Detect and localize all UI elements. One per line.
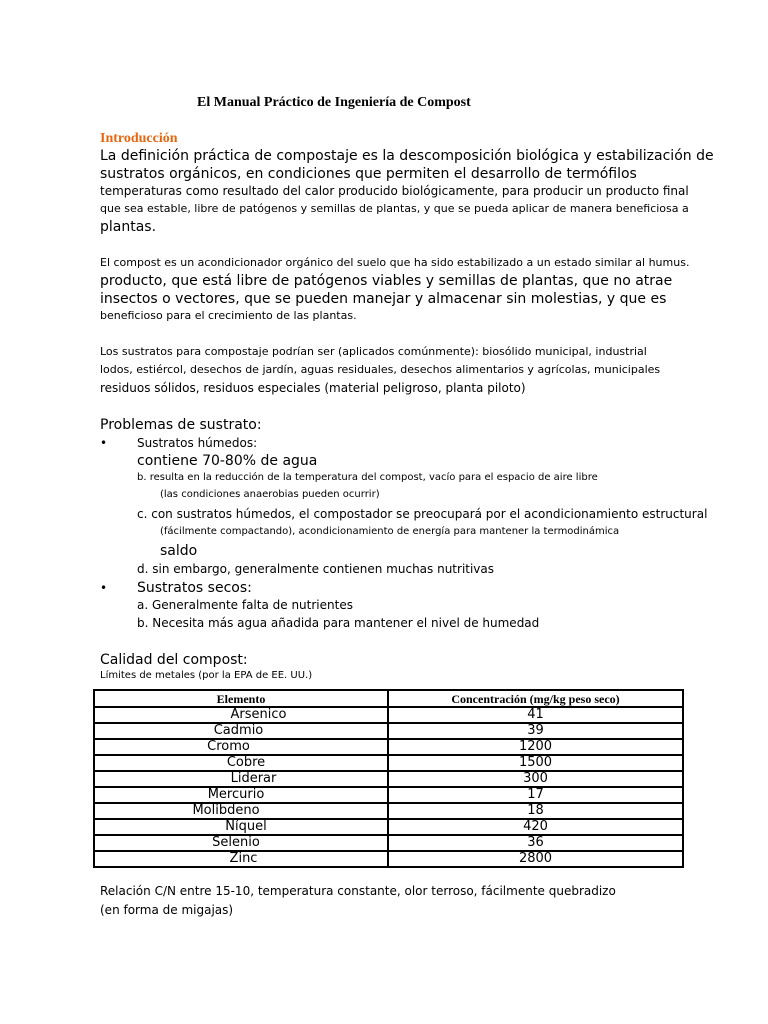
table-row	[94, 819, 683, 835]
table-row	[94, 739, 683, 755]
p1-line-5: plantas.	[100, 219, 157, 235]
dry-item-b: b. Necesita más agua añadida para mantener el nivel de humedad	[137, 616, 540, 630]
wet-item-a: contiene 70-80% de agua	[137, 453, 318, 469]
table-row	[94, 707, 683, 723]
element-cell: Molibdeno	[94, 803, 388, 819]
wet-label: Sustratos húmedos:	[137, 436, 258, 450]
header-element: Elemento	[94, 690, 388, 707]
cn-line-1: Relación C/N entre 15-10, temperatura constante, olor terroso, fácilmente quebradizo	[100, 884, 616, 898]
p2-line-3: insectos o vectores, que se pueden manejar y almacenar sin molestias, y que es	[100, 291, 667, 307]
concentration-cell: 41	[388, 707, 683, 723]
p1-line-1: La definición práctica de compostaje es la descomposición biológica y estabilización de	[100, 148, 714, 164]
concentration-cell: 420	[388, 819, 683, 835]
header-concentration: Concentración (mg/kg peso seco)	[388, 690, 683, 707]
table-row	[94, 771, 683, 787]
wet-item-c-line-2: (fácilmente compactando), acondicionamiento de energía para mantener la termodinámica	[160, 526, 620, 537]
element-cell: Cadmio	[94, 723, 388, 739]
p1-line-4: que sea estable, libre de patógenos y semillas de plantas, y que se pueda aplicar de manera beneficiosa a	[100, 202, 689, 215]
table-row	[94, 835, 683, 851]
document-title: El Manual Práctico de Ingeniería de Compost	[197, 95, 471, 110]
p1-line-2: sustratos orgánicos, en condiciones que permiten el desarrollo de termófilos	[100, 166, 637, 182]
table-row	[94, 851, 683, 867]
problems-heading: Problemas de sustrato:	[100, 417, 262, 433]
element-cell: Cobre	[94, 755, 388, 771]
table-header-row	[94, 690, 683, 707]
p3-line-3: residuos sólidos, residuos especiales (material peligroso, planta piloto)	[100, 381, 526, 395]
table-row	[94, 723, 683, 739]
concentration-cell: 39	[388, 723, 683, 739]
metal-limits-table	[93, 689, 684, 868]
quality-subheading: Límites de metales (por la EPA de EE. UU.)	[100, 670, 313, 681]
dry-item-a: a. Generalmente falta de nutrientes	[137, 598, 353, 612]
element-cell: Níquel	[94, 819, 388, 835]
wet-item-d: d. sin embargo, generalmente contienen muchas nutritivas	[137, 562, 495, 576]
concentration-cell: 18	[388, 803, 683, 819]
wet-item-c-line-3: saldo	[160, 543, 198, 559]
wet-item-b-line-2: (las condiciones anaerobias pueden ocurrir)	[160, 489, 380, 500]
concentration-cell: 300	[388, 771, 683, 787]
concentration-cell: 17	[388, 787, 683, 803]
element-cell: Zinc	[94, 851, 388, 867]
table-row	[94, 755, 683, 771]
p3-line-2: lodos, estiércol, desechos de jardín, aguas residuales, desechos alimentarios y agrícolas, municipales	[100, 363, 661, 376]
dry-label: Sustratos secos:	[137, 580, 252, 596]
element-cell: Mercurio	[94, 787, 388, 803]
concentration-cell: 36	[388, 835, 683, 851]
cn-line-2: (en forma de migajas)	[100, 903, 234, 917]
wet-item-c-line-1: c. con sustratos húmedos, el compostador se preocupará por el acondicionamiento estructural	[137, 507, 708, 521]
wet-item-b-line-1: b. resulta en la reducción de la temperatura del compost, vacío para el espacio de aire libre	[137, 472, 598, 483]
table-row	[94, 787, 683, 803]
p1-line-3: temperaturas como resultado del calor producido biológicamente, para producir un producto final	[100, 184, 689, 198]
table-row	[94, 803, 683, 819]
p2-line-2: producto, que está libre de patógenos viables y semillas de plantas, que no atrae	[100, 273, 673, 289]
element-cell: Arsenico	[94, 707, 388, 723]
intro-heading: Introducción	[100, 131, 178, 146]
concentration-cell: 2800	[388, 851, 683, 867]
quality-heading: Calidad del compost:	[100, 652, 248, 668]
p3-line-1: Los sustratos para compostaje podrían ser (aplicados comúnmente): biosólido municipal, industrial	[100, 345, 647, 358]
bullet-dry: •	[100, 581, 108, 595]
concentration-cell: 1500	[388, 755, 683, 771]
bullet-wet: •	[100, 436, 108, 450]
p2-line-4: beneficioso para el crecimiento de las plantas.	[100, 309, 357, 322]
element-cell: Cromo	[94, 739, 388, 755]
p2-line-1: El compost es un acondicionador orgánico del suelo que ha sido estabilizado a un estado similar al humus.	[100, 256, 690, 269]
concentration-cell: 1200	[388, 739, 683, 755]
element-cell: Selenio	[94, 835, 388, 851]
element-cell: Liderar	[94, 771, 388, 787]
